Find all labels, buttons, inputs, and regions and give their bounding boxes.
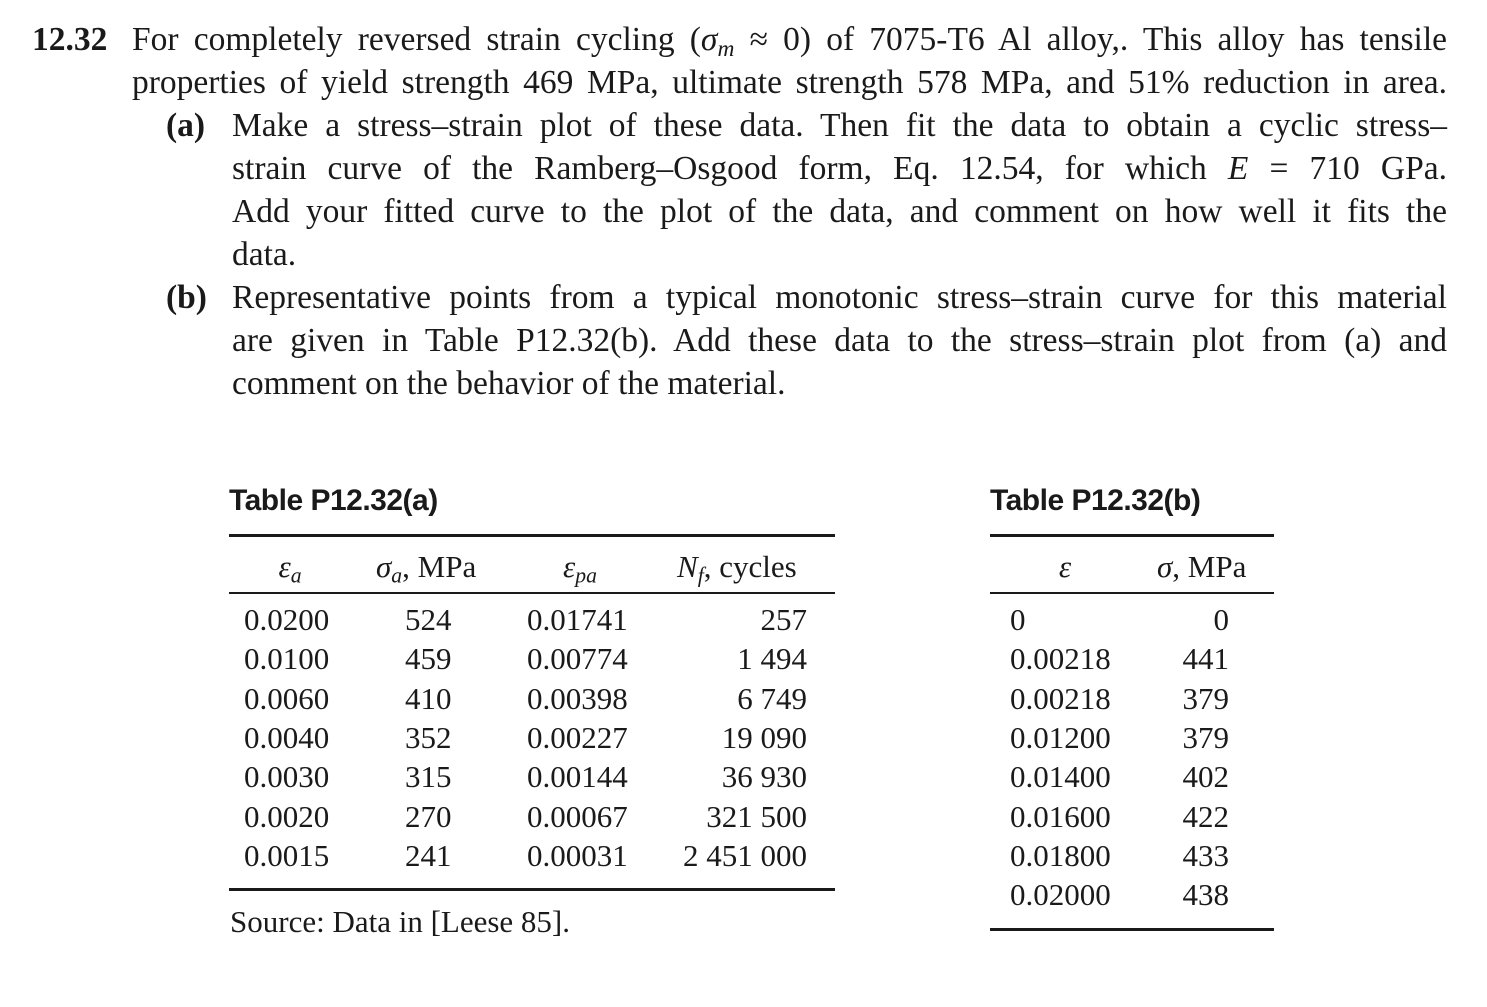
part-a-line-2-pre: strain curve of the Ramberg–Osgood form, Eq. 12.54, for which (232, 150, 1228, 187)
table-a-cell-r7-stress-amplitude: 241 (405, 837, 452, 873)
header-epsilon: ε (1058, 549, 1072, 584)
part-b-line-3: comment on the behavior of the material. (232, 365, 786, 402)
header-sigma: σ (1157, 549, 1173, 584)
table-b-cell-r1-strain: 0 (1010, 602, 1026, 637)
table-a-cell-r2-cycles: 1 494 (737, 641, 807, 677)
table-a-cell-r5-cycles: 36 930 (721, 759, 807, 795)
table-b-header-strain (1040, 549, 1090, 585)
table-b-top-rule (990, 534, 1274, 537)
table-a-cell-r7-strain-amplitude: 0.0015 (244, 837, 330, 873)
table-a-cell-r5-strain-amplitude: 0.0030 (244, 759, 330, 795)
table-b-cell-r8-stress: 438 (1182, 877, 1229, 913)
header-n: N (677, 549, 698, 584)
table-a-cell-r1-strain-amplitude: 0.0200 (244, 602, 330, 637)
table-b-cell-r5-stress: 402 (1182, 759, 1229, 795)
intro-text-a: For completely reversed strain cycling ( (132, 21, 701, 58)
table-a-cell-r1-stress-amplitude: 524 (405, 602, 452, 637)
table-a-cell-r3-plastic-strain: 0.00398 (527, 680, 628, 716)
problem-statement (32, 18, 1447, 405)
table-b-cell-r7-strain: 0.01800 (1010, 837, 1111, 873)
table-b-cell-r3-strain: 0.00218 (1010, 680, 1111, 716)
table-b-cell-r2-strain: 0.00218 (1010, 641, 1111, 677)
table-b-title: Table P12.32(b) (990, 484, 1201, 517)
table-b-cell-r8-strain: 0.02000 (1010, 877, 1111, 913)
table-b-cell-r6-strain: 0.01600 (1010, 798, 1111, 834)
table-a-top-rule (229, 534, 835, 537)
header-sigma: σ (376, 549, 392, 584)
table-b-header-stress (1157, 549, 1246, 585)
part-b-line-1: Representative points from a typical monotonic stress–strain curve for this material (232, 279, 1447, 316)
part-a-line-2 (232, 147, 1447, 190)
table-a-cell-r4-stress-amplitude: 352 (405, 719, 452, 755)
table-b-cell-r6-stress: 422 (1182, 798, 1229, 834)
table-b-bottom-rule (990, 928, 1274, 931)
table-a-cell-r5-plastic-strain: 0.00144 (527, 759, 628, 795)
table-a-cell-r6-stress-amplitude: 270 (405, 798, 452, 834)
header-unit-mpa: , MPa (402, 549, 477, 584)
table-a-title: Table P12.32(a) (229, 484, 438, 517)
header-epsilon: ε (563, 549, 576, 584)
problem-intro-line-1 (32, 18, 1447, 61)
table-a-cell-r6-strain-amplitude: 0.0020 (244, 798, 330, 834)
table-a-source: Source: Data in [Leese 85]. (230, 904, 571, 939)
table-a-header-stress-amplitude (376, 549, 477, 588)
table-a-cell-r3-cycles: 6 749 (737, 680, 807, 716)
table-a-header-strain-amplitude (255, 549, 325, 588)
part-a (32, 104, 1447, 276)
table-a-cell-r6-cycles: 321 500 (706, 798, 807, 834)
table-b-cell-r5-strain: 0.01400 (1010, 759, 1111, 795)
sigma-symbol: σ (700, 21, 718, 58)
table-a-cell-r2-plastic-strain: 0.00774 (527, 641, 628, 677)
part-a-label: (a) (166, 107, 206, 144)
table-a-cell-r3-strain-amplitude: 0.0060 (244, 680, 330, 716)
part-b (32, 276, 1447, 405)
table-a-cell-r2-strain-amplitude: 0.0100 (244, 641, 330, 677)
table-b-cell-r4-strain: 0.01200 (1010, 719, 1111, 755)
table-a-cell-r3-stress-amplitude: 410 (405, 680, 452, 716)
header-sub-f: f (697, 563, 704, 588)
part-a-line-1: Make a stress–strain plot of these data. Then fit the data to obtain a cyclic stress– (232, 107, 1447, 144)
table-b-cell-r4-stress: 379 (1182, 719, 1229, 755)
problem-number: 12.32 (32, 21, 108, 58)
header-sub-a: a (290, 563, 302, 588)
table-b-cell-r7-stress: 433 (1182, 837, 1229, 873)
table-b-cell-r2-stress: 441 (1182, 641, 1229, 677)
part-a-line-2-post: = 710 GPa. (1248, 150, 1447, 187)
header-unit-mpa: , MPa (1172, 549, 1247, 584)
part-a-line-3: Add your fitted curve to the plot of the data, and comment on how well it fits the (232, 193, 1447, 230)
table-a-cell-r1-plastic-strain: 0.01741 (527, 602, 628, 637)
intro-text-b: ≈ 0) of 7075-T6 Al alloy,. This alloy has tensile (734, 21, 1447, 58)
header-sub-a: a (391, 563, 403, 588)
table-b-cell-r3-stress: 379 (1182, 680, 1229, 716)
table-a-cell-r6-plastic-strain: 0.00067 (527, 798, 628, 834)
table-a-bottom-rule (229, 888, 835, 891)
modulus-symbol: E (1227, 150, 1249, 187)
table-a-cell-r2-stress-amplitude: 459 (405, 641, 452, 677)
part-b-label: (b) (166, 279, 207, 316)
table-a-header-cycles (677, 549, 797, 588)
table-a-mid-rule (229, 592, 835, 594)
problem-intro-line-2: properties of yield strength 469 MPa, ultimate strength 578 MPa, and 51% reduction in area. (132, 64, 1447, 101)
table-b-cell-r1-stress: 0 (1213, 602, 1229, 637)
header-unit-cycles: , cycles (703, 549, 797, 584)
table-a-cell-r7-plastic-strain: 0.00031 (527, 837, 628, 873)
part-b-line-2: are given in Table P12.32(b). Add these data to the stress–strain plot from (a) and (232, 322, 1447, 359)
table-a-cell-r7-cycles: 2 451 000 (683, 837, 807, 873)
table-a-cell-r4-plastic-strain: 0.00227 (527, 719, 628, 755)
table-a-cell-r5-stress-amplitude: 315 (405, 759, 452, 795)
header-epsilon: ε (278, 549, 291, 584)
table-a-cell-r4-strain-amplitude: 0.0040 (244, 719, 330, 755)
sigma-subscript: m (717, 35, 735, 62)
part-a-line-4: data. (232, 236, 297, 273)
header-sub-pa: pa (575, 563, 597, 588)
table-a-header-plastic-strain (540, 549, 620, 588)
table-a-cell-r1-cycles: 257 (760, 602, 807, 637)
table-b-mid-rule (990, 592, 1274, 594)
table-a-cell-r4-cycles: 19 090 (721, 719, 807, 755)
